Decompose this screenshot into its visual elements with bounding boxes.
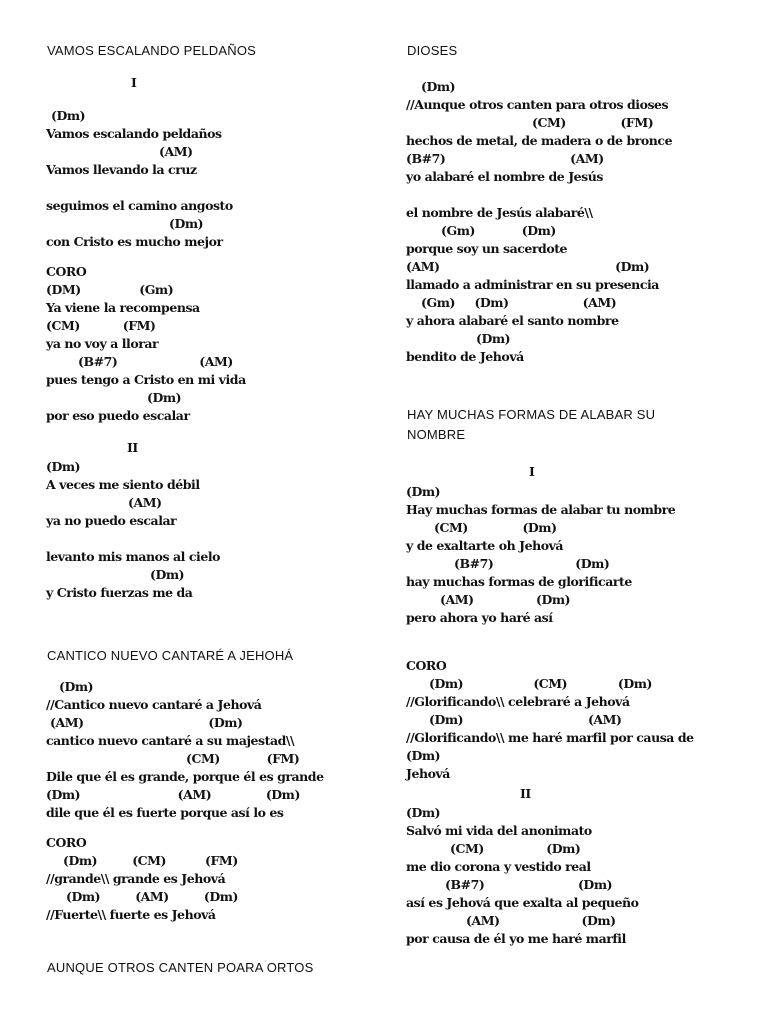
chord-line: (AM) (Dm)	[50, 715, 243, 730]
lyric-line: me dio corona y vestido real	[406, 859, 591, 874]
lyric-line: ya no voy a llorar	[46, 336, 159, 351]
lyric-line: //Glorificando\\ me haré marfil por causa de	[406, 730, 694, 745]
lyric-line: pues tengo a Cristo en mi vida	[46, 372, 246, 387]
chord-line: (Dm)	[46, 459, 81, 474]
chord-line: (DM) (Gm)	[46, 282, 174, 297]
chord-line: (Dm)	[51, 108, 86, 123]
lyric-line: Salvó mi vida del anonimato	[406, 823, 592, 838]
song-title: CANTICO NUEVO CANTARÉ A JEHOHÁ	[47, 648, 294, 663]
lyric-line: por eso puedo escalar	[46, 408, 190, 423]
part-marker: I	[131, 75, 137, 90]
chord-line: (B#7) (Dm)	[454, 556, 610, 571]
lyric-line: yo alabaré el nombre de Jesús	[406, 169, 603, 184]
lyric-line: por causa de él yo me haré marfil	[406, 931, 626, 946]
chord-line: (CM) (FM)	[532, 115, 654, 130]
chord-line: (Dm)	[406, 484, 441, 499]
coro-label: CORO	[46, 264, 87, 279]
lyric-line: //Aunque otros canten para otros dioses	[406, 97, 669, 112]
part-marker: II	[127, 440, 138, 455]
chord-line: (Dm)	[421, 79, 456, 94]
lyric-line: levanto mis manos al cielo	[46, 549, 221, 564]
chord-line: (Dm) (CM) (FM)	[63, 853, 238, 868]
lyric-line: hay muchas formas de glorificarte	[406, 574, 632, 589]
chord-line: (Dm) (AM) (Dm)	[66, 889, 238, 904]
chord-line: (AM)	[128, 495, 162, 510]
song-title: DIOSES	[407, 43, 458, 58]
chord-line: (Dm)	[169, 216, 204, 231]
chord-line: (Dm)	[59, 679, 94, 694]
lyric-line: //grande\\ grande es Jehová	[46, 871, 226, 886]
lyric-line: A veces me siento débil	[46, 477, 200, 492]
song-title: HAY MUCHAS FORMAS DE ALABAR SU	[407, 407, 656, 422]
lyric-line: con Cristo es mucho mejor	[46, 234, 223, 249]
chord-line: (Dm) (AM) (Dm)	[46, 787, 300, 802]
lyric-line: seguimos el camino angosto	[46, 198, 233, 213]
lyric-line: //Cantico nuevo cantaré a Jehová	[46, 697, 262, 712]
chord-line: (Dm) (CM) (Dm)	[429, 676, 652, 691]
lyric-line: cantico nuevo cantaré a su majestad\\	[46, 733, 295, 748]
chord-line: (CM) (FM)	[186, 751, 300, 766]
song-title: VAMOS ESCALANDO PELDAÑOS	[47, 43, 257, 58]
chord-line: (B#7) (AM)	[406, 151, 604, 166]
lyric-line: hechos de metal, de madera o de bronce	[406, 133, 673, 148]
chord-line: (AM) (Dm)	[466, 913, 616, 928]
lyric-line: Jehová	[406, 766, 450, 781]
part-marker: I	[529, 464, 535, 479]
chord-line: (Gm) (Dm)	[441, 223, 556, 238]
chord-line: (Dm)	[150, 567, 185, 582]
chord-line: (B#7) (Dm)	[445, 877, 613, 892]
lyric-line: el nombre de Jesús alabaré\\	[406, 205, 593, 220]
chord-line: (CM) (FM)	[46, 318, 156, 333]
lyric-line: Vamos llevando la cruz	[46, 162, 197, 177]
lyric-line: pero ahora yo haré así	[406, 610, 553, 625]
lyric-line: dile que él es fuerte porque así lo es	[46, 805, 284, 820]
part-marker: II	[520, 786, 531, 801]
coro-label: CORO	[46, 835, 87, 850]
lyric-line: llamado a administrar en su presencia	[406, 277, 659, 292]
lyric-line: y Cristo fuerzas me da	[46, 585, 193, 600]
chord-line: (Dm)	[147, 390, 182, 405]
chord-line: (AM) (Dm)	[406, 259, 650, 274]
lyric-line: y de exaltarte oh Jehová	[406, 538, 564, 553]
song-title: AUNQUE OTROS CANTEN POARA ORTOS	[47, 960, 314, 975]
lyric-line: Vamos escalando peldaños	[46, 126, 222, 141]
chord-line: (Gm) (Dm) (AM)	[421, 295, 617, 310]
chord-line: (AM) (Dm)	[440, 592, 571, 607]
lyric-line: bendito de Jehová	[406, 349, 524, 364]
lyric-line: Ya viene la recompensa	[46, 300, 200, 315]
coro-label: CORO	[406, 658, 447, 673]
chord-line: (AM)	[159, 144, 193, 159]
chord-line: (CM) (Dm)	[450, 841, 581, 856]
chord-line: (Dm)	[406, 805, 441, 820]
chord-line: (Dm)	[476, 331, 511, 346]
lyric-line: Hay muchas formas de alabar tu nombre	[406, 502, 676, 517]
lyric-line: porque soy un sacerdote	[406, 241, 568, 256]
chord-line: (Dm) (AM)	[429, 712, 622, 727]
chord-line: (Dm)	[406, 748, 441, 763]
song-title-continued: NOMBRE	[407, 427, 466, 442]
lyric-line: //Fuerte\\ fuerte es Jehová	[46, 907, 216, 922]
lyric-line: //Glorificando\\ celebraré a Jehová	[406, 694, 630, 709]
lyric-line: así es Jehová que exalta al pequeño	[406, 895, 639, 910]
chord-line: (B#7) (AM)	[78, 354, 233, 369]
lyric-line: Dile que él es grande, porque él es grande	[46, 769, 324, 784]
lyric-line: y ahora alabaré el santo nombre	[406, 313, 619, 328]
lyric-line: ya no puedo escalar	[46, 513, 177, 528]
chord-line: (CM) (Dm)	[434, 520, 557, 535]
